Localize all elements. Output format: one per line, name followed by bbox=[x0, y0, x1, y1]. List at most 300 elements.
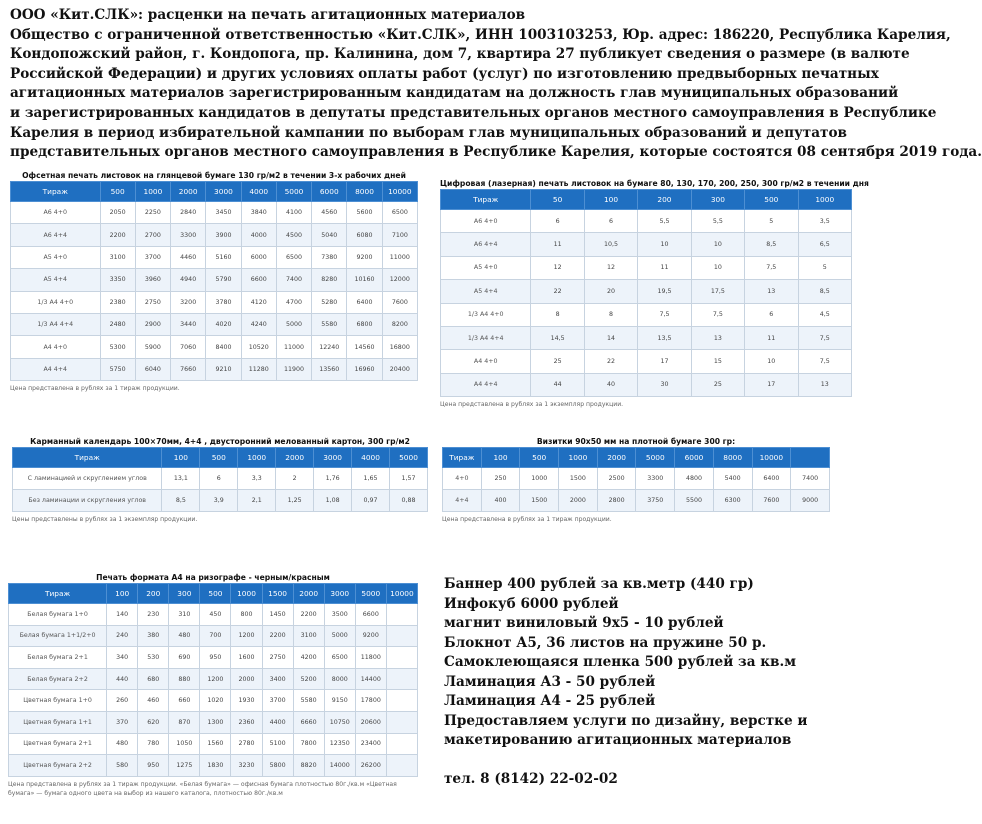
row-label: 1/3 А4 4+0 bbox=[441, 303, 531, 326]
table-header-row bbox=[11, 182, 418, 202]
digital-price-table bbox=[440, 178, 869, 409]
row-label: А5 4+4 bbox=[441, 280, 531, 303]
price-cell: 7660 bbox=[171, 358, 206, 380]
row-label: Без ламинации и скругления углов bbox=[13, 490, 162, 512]
price-cell: 5200 bbox=[293, 668, 324, 690]
price-cell: 12350 bbox=[324, 733, 355, 755]
price-cell: 2200 bbox=[100, 224, 135, 246]
price-cell: 2700 bbox=[135, 224, 170, 246]
table-row bbox=[443, 490, 830, 512]
price-cell: 2,1 bbox=[238, 490, 276, 512]
price-cell: 4240 bbox=[241, 313, 276, 335]
price-cell: 2000 bbox=[559, 490, 598, 512]
header-text bbox=[10, 6, 982, 163]
row-label: А4 4+4 bbox=[441, 373, 531, 396]
price-cell: 250 bbox=[481, 468, 520, 490]
price-cell: 2000 bbox=[231, 668, 262, 690]
price-table bbox=[12, 447, 428, 512]
price-cell: 2480 bbox=[100, 313, 135, 335]
price-cell bbox=[386, 690, 417, 712]
price-cell: 6 bbox=[531, 210, 584, 233]
price-cell: 5 bbox=[745, 210, 798, 233]
row-label: А5 4+0 bbox=[441, 256, 531, 279]
price-cell: 6500 bbox=[324, 647, 355, 669]
price-cell: 1,76 bbox=[314, 468, 352, 490]
price-cell: 880 bbox=[169, 668, 200, 690]
price-cell: 3200 bbox=[171, 291, 206, 313]
column-header: 100 bbox=[481, 448, 520, 468]
price-cell: 2250 bbox=[135, 202, 170, 224]
price-cell: 14560 bbox=[347, 336, 382, 358]
price-cell: 17,5 bbox=[691, 280, 744, 303]
price-cell: 1500 bbox=[559, 468, 598, 490]
column-header: 3000 bbox=[206, 182, 241, 202]
price-cell: 680 bbox=[138, 668, 169, 690]
row-label: Белая бумага 2+2 bbox=[9, 668, 107, 690]
column-header: 10000 bbox=[382, 182, 417, 202]
price-cell: 530 bbox=[138, 647, 169, 669]
price-cell: 8,5 bbox=[162, 490, 200, 512]
table-header-row bbox=[9, 584, 418, 604]
price-cell: 10 bbox=[638, 233, 691, 256]
row-label: А5 4+4 bbox=[11, 269, 101, 291]
price-cell: 9210 bbox=[206, 358, 241, 380]
price-cell: 7400 bbox=[791, 468, 830, 490]
price-cell: 5 bbox=[798, 256, 851, 279]
price-cell: 0,97 bbox=[352, 490, 390, 512]
price-cell bbox=[386, 755, 417, 777]
price-cell: 3960 bbox=[135, 269, 170, 291]
price-cell: 950 bbox=[200, 647, 231, 669]
price-cell: 5280 bbox=[312, 291, 347, 313]
riso-price-table bbox=[8, 572, 418, 798]
table-note: Цена представлена в рублях за 1 тираж продукции. bbox=[10, 385, 180, 393]
price-cell: 12 bbox=[584, 256, 637, 279]
calendar-price-table bbox=[12, 436, 428, 524]
price-cell: 13560 bbox=[312, 358, 347, 380]
price-cell: 2750 bbox=[135, 291, 170, 313]
price-cell: 1830 bbox=[200, 755, 231, 777]
price-cell: 1275 bbox=[169, 755, 200, 777]
phone-number: тел. 8 (8142) 22-02-02 bbox=[444, 770, 618, 787]
price-cell: 20400 bbox=[382, 358, 417, 380]
price-cell: 8 bbox=[531, 303, 584, 326]
column-header: 1000 bbox=[231, 584, 262, 604]
header-line: представительных органов местного самоуправления в Республике Карелия, которые состоятся 08 сентября 2019 года. bbox=[10, 144, 982, 161]
price-cell: 5900 bbox=[135, 336, 170, 358]
table-row bbox=[11, 202, 418, 224]
price-cell: 14000 bbox=[324, 755, 355, 777]
row-label: 1/3 А4 4+4 bbox=[11, 313, 101, 335]
table-row bbox=[9, 733, 418, 755]
price-cell: 3350 bbox=[100, 269, 135, 291]
price-cell: 4020 bbox=[206, 313, 241, 335]
price-cell bbox=[386, 711, 417, 733]
service-item: Инфокуб 6000 рублей bbox=[444, 595, 619, 612]
price-cell: 6660 bbox=[293, 711, 324, 733]
price-cell: 8200 bbox=[382, 313, 417, 335]
price-cell: 3300 bbox=[636, 468, 675, 490]
price-cell: 370 bbox=[107, 711, 138, 733]
column-header: 100 bbox=[162, 448, 200, 468]
column-header: 4000 bbox=[241, 182, 276, 202]
column-header-quantity: Тираж bbox=[441, 190, 531, 210]
price-cell: 11 bbox=[638, 256, 691, 279]
price-cell: 3840 bbox=[241, 202, 276, 224]
table-note: Цена представлена в рублях за 1 тираж продукции. «Белая бумага» — офисная бумага плотностью 80г./кв.м «Цветная бумага» — бумага одного цвета на выбор из нашего каталога, плотностью 80г./кв.м bbox=[8, 780, 397, 797]
column-header: 300 bbox=[691, 190, 744, 210]
price-cell: 11 bbox=[531, 233, 584, 256]
price-cell: 1020 bbox=[200, 690, 231, 712]
price-cell: 400 bbox=[481, 490, 520, 512]
price-cell: 14 bbox=[584, 326, 637, 349]
price-cell: 8 bbox=[584, 303, 637, 326]
price-cell: 13 bbox=[691, 326, 744, 349]
column-header: 10000 bbox=[752, 448, 791, 468]
price-cell: 3300 bbox=[171, 224, 206, 246]
price-cell: 4000 bbox=[241, 224, 276, 246]
price-cell: 450 bbox=[200, 604, 231, 626]
column-header: 5000 bbox=[636, 448, 675, 468]
header-line: Российской Федерации) и других условиях оплаты работ (услуг) по изготовлению предвыборных печатных bbox=[10, 65, 879, 82]
price-cell: 2500 bbox=[597, 468, 636, 490]
price-cell: 10,5 bbox=[584, 233, 637, 256]
price-cell: 3,9 bbox=[200, 490, 238, 512]
table-row bbox=[11, 224, 418, 246]
price-cell: 5580 bbox=[293, 690, 324, 712]
price-cell: 3100 bbox=[293, 625, 324, 647]
price-cell: 3440 bbox=[171, 313, 206, 335]
price-cell: 1,25 bbox=[276, 490, 314, 512]
price-cell: 2840 bbox=[171, 202, 206, 224]
price-cell: 4400 bbox=[262, 711, 293, 733]
price-cell: 7380 bbox=[312, 246, 347, 268]
table-note: Цены представлены в рублях за 1 экземпляр продукции. bbox=[12, 516, 198, 523]
price-cell: 7600 bbox=[752, 490, 791, 512]
column-header: 100 bbox=[107, 584, 138, 604]
column-header: 300 bbox=[169, 584, 200, 604]
table-row bbox=[9, 711, 418, 733]
price-cell: 14400 bbox=[355, 668, 386, 690]
price-cell: 10750 bbox=[324, 711, 355, 733]
row-label: 1/3 А4 4+0 bbox=[11, 291, 101, 313]
price-cell: 7100 bbox=[382, 224, 417, 246]
price-cell: 580 bbox=[107, 755, 138, 777]
table-row bbox=[9, 668, 418, 690]
price-cell: 26200 bbox=[355, 755, 386, 777]
price-cell: 4120 bbox=[241, 291, 276, 313]
row-label: Цветная бумага 2+2 bbox=[9, 755, 107, 777]
price-cell: 10 bbox=[691, 233, 744, 256]
price-cell: 7800 bbox=[293, 733, 324, 755]
column-header: 2000 bbox=[597, 448, 636, 468]
column-header: 6000 bbox=[312, 182, 347, 202]
price-cell: 20 bbox=[584, 280, 637, 303]
table-row bbox=[441, 373, 852, 396]
table-row bbox=[11, 313, 418, 335]
column-header: 1000 bbox=[798, 190, 851, 210]
price-cell: 11900 bbox=[276, 358, 311, 380]
price-cell: 3450 bbox=[206, 202, 241, 224]
price-cell: 5300 bbox=[100, 336, 135, 358]
offset-price-table bbox=[10, 170, 418, 393]
table-row bbox=[441, 350, 852, 373]
table-title: Печать формата А4 на ризографе - черным/красным bbox=[96, 573, 330, 582]
price-cell: 20600 bbox=[355, 711, 386, 733]
table-row bbox=[11, 291, 418, 313]
price-cell: 690 bbox=[169, 647, 200, 669]
price-cell: 4200 bbox=[293, 647, 324, 669]
price-cell: 10 bbox=[745, 350, 798, 373]
column-header: 500 bbox=[745, 190, 798, 210]
price-cell: 6500 bbox=[276, 246, 311, 268]
price-cell: 11 bbox=[745, 326, 798, 349]
column-header: 2000 bbox=[276, 448, 314, 468]
column-header-quantity: Тираж bbox=[11, 182, 101, 202]
price-cell: 6500 bbox=[382, 202, 417, 224]
price-cell: 13,1 bbox=[162, 468, 200, 490]
price-cell: 8000 bbox=[324, 668, 355, 690]
column-header: 6000 bbox=[675, 448, 714, 468]
row-label: Белая бумага 2+1 bbox=[9, 647, 107, 669]
column-header: 3000 bbox=[324, 584, 355, 604]
price-cell: 700 bbox=[200, 625, 231, 647]
price-cell: 1,08 bbox=[314, 490, 352, 512]
column-header: 500 bbox=[200, 448, 238, 468]
other-services bbox=[444, 575, 864, 789]
row-label: А4 4+4 bbox=[11, 358, 101, 380]
price-cell: 4700 bbox=[276, 291, 311, 313]
row-label: А5 4+0 bbox=[11, 246, 101, 268]
price-cell: 6400 bbox=[752, 468, 791, 490]
price-cell: 5100 bbox=[262, 733, 293, 755]
price-cell: 5800 bbox=[262, 755, 293, 777]
header-line: ООО «Кит.СЛК»: расценки на печать агитационных материалов bbox=[10, 7, 526, 23]
price-cell: 2200 bbox=[293, 604, 324, 626]
price-cell: 950 bbox=[138, 755, 169, 777]
price-cell: 2780 bbox=[231, 733, 262, 755]
price-cell: 16800 bbox=[382, 336, 417, 358]
price-cell: 3,3 bbox=[238, 468, 276, 490]
table-note: Цена представлена в рублях за 1 экземпляр продукции. bbox=[440, 401, 624, 409]
service-item: Ламинация А4 - 25 рублей bbox=[444, 693, 656, 709]
table-row bbox=[13, 490, 428, 512]
price-cell: 4940 bbox=[171, 269, 206, 291]
price-cell: 17 bbox=[745, 373, 798, 396]
service-item: Блокнот А5, 36 листов на пружине 50 р. bbox=[444, 634, 767, 651]
price-cell: 30 bbox=[638, 373, 691, 396]
price-cell: 1560 bbox=[200, 733, 231, 755]
column-header: 5000 bbox=[390, 448, 428, 468]
price-cell: 7,5 bbox=[638, 303, 691, 326]
price-cell: 11000 bbox=[382, 246, 417, 268]
price-cell: 1600 bbox=[231, 647, 262, 669]
price-cell: 11800 bbox=[355, 647, 386, 669]
row-label: А6 4+4 bbox=[11, 224, 101, 246]
price-cell bbox=[386, 625, 417, 647]
price-cell: 7,5 bbox=[691, 303, 744, 326]
column-header-quantity: Тираж bbox=[443, 448, 482, 468]
column-header-quantity: Тираж bbox=[9, 584, 107, 604]
table-row bbox=[9, 625, 418, 647]
table-row bbox=[11, 336, 418, 358]
header-line: Карелия в период избирательной кампании по выборам глав муниципальных образований и депутатов bbox=[10, 124, 847, 141]
price-cell: 1450 bbox=[262, 604, 293, 626]
row-label: Белая бумага 1+0 bbox=[9, 604, 107, 626]
price-cell bbox=[386, 668, 417, 690]
price-cell: 2 bbox=[276, 468, 314, 490]
price-cell: 4560 bbox=[312, 202, 347, 224]
price-cell bbox=[386, 647, 417, 669]
price-cell: 6000 bbox=[241, 246, 276, 268]
price-cell: 9150 bbox=[324, 690, 355, 712]
table-row bbox=[11, 358, 418, 380]
price-cell: 870 bbox=[169, 711, 200, 733]
price-table bbox=[10, 181, 418, 381]
price-cell: 4,5 bbox=[798, 303, 851, 326]
price-cell: 5,5 bbox=[691, 210, 744, 233]
column-header: 1000 bbox=[559, 448, 598, 468]
price-cell: 8820 bbox=[293, 755, 324, 777]
header-line: агитационных материалов зарегистрированным кандидатам на должность глав муниципальных образований bbox=[10, 85, 899, 102]
price-cell: 7,5 bbox=[745, 256, 798, 279]
price-cell: 3230 bbox=[231, 755, 262, 777]
price-cell: 8280 bbox=[312, 269, 347, 291]
price-cell: 9200 bbox=[355, 625, 386, 647]
price-cell: 14,5 bbox=[531, 326, 584, 349]
price-cell: 780 bbox=[138, 733, 169, 755]
table-row bbox=[11, 246, 418, 268]
price-cell: 6400 bbox=[347, 291, 382, 313]
row-label: А6 4+4 bbox=[441, 233, 531, 256]
price-cell: 1200 bbox=[200, 668, 231, 690]
price-cell: 440 bbox=[107, 668, 138, 690]
price-cell: 13,5 bbox=[638, 326, 691, 349]
cards-price-table bbox=[442, 436, 830, 524]
price-cell: 7,5 bbox=[798, 350, 851, 373]
header-line: и зарегистрированных кандидатов в депутаты представительных органов местного самоуправления в Республике bbox=[10, 104, 937, 121]
price-cell: 480 bbox=[107, 733, 138, 755]
column-header: 200 bbox=[638, 190, 691, 210]
price-cell: 13 bbox=[798, 373, 851, 396]
price-cell: 3400 bbox=[262, 668, 293, 690]
price-cell: 5,5 bbox=[638, 210, 691, 233]
price-cell: 23400 bbox=[355, 733, 386, 755]
price-cell: 25 bbox=[531, 350, 584, 373]
price-cell: 3700 bbox=[135, 246, 170, 268]
price-cell: 3780 bbox=[206, 291, 241, 313]
row-label: Белая бумага 1+1/2+0 bbox=[9, 625, 107, 647]
column-header: 8000 bbox=[713, 448, 752, 468]
price-cell: 3900 bbox=[206, 224, 241, 246]
price-cell: 5600 bbox=[347, 202, 382, 224]
table-title: Офсетная печать листовок на глянцевой бумаге 130 гр/м2 в течении 3-х рабочих дней bbox=[22, 171, 406, 180]
price-cell: 9200 bbox=[347, 246, 382, 268]
row-label: А6 4+0 bbox=[441, 210, 531, 233]
price-cell: 5000 bbox=[324, 625, 355, 647]
price-cell: 17800 bbox=[355, 690, 386, 712]
row-label: Цветная бумага 2+1 bbox=[9, 733, 107, 755]
table-header-row bbox=[441, 190, 852, 210]
price-cell: 13 bbox=[745, 280, 798, 303]
price-cell: 3500 bbox=[324, 604, 355, 626]
column-header: 1000 bbox=[238, 448, 276, 468]
row-label: С ламинацией и скруглением углов bbox=[13, 468, 162, 490]
price-cell: 2900 bbox=[135, 313, 170, 335]
column-header: 8000 bbox=[347, 182, 382, 202]
column-header: 100 bbox=[584, 190, 637, 210]
price-cell: 22 bbox=[584, 350, 637, 373]
table-row bbox=[441, 233, 852, 256]
price-cell: 660 bbox=[169, 690, 200, 712]
column-header: 50 bbox=[531, 190, 584, 210]
price-cell: 44 bbox=[531, 373, 584, 396]
column-header: 2000 bbox=[171, 182, 206, 202]
service-item: Самоклеющаяся пленка 500 рублей за кв.м bbox=[444, 654, 797, 670]
price-cell: 4100 bbox=[276, 202, 311, 224]
table-title: Визитки 90х50 мм на плотной бумаге 300 гр: bbox=[536, 437, 736, 446]
price-cell: 22 bbox=[531, 280, 584, 303]
price-cell: 7060 bbox=[171, 336, 206, 358]
price-cell: 10160 bbox=[347, 269, 382, 291]
price-table bbox=[440, 189, 852, 397]
price-cell: 480 bbox=[169, 625, 200, 647]
column-header: 4000 bbox=[352, 448, 390, 468]
price-cell: 6040 bbox=[135, 358, 170, 380]
table-row bbox=[13, 468, 428, 490]
price-cell: 12000 bbox=[382, 269, 417, 291]
price-cell: 15 bbox=[691, 350, 744, 373]
table-row bbox=[441, 326, 852, 349]
price-cell: 1050 bbox=[169, 733, 200, 755]
price-cell: 6800 bbox=[347, 313, 382, 335]
row-label: Цветная бумага 1+1 bbox=[9, 711, 107, 733]
price-cell: 17 bbox=[638, 350, 691, 373]
price-cell: 11000 bbox=[276, 336, 311, 358]
table-note: Цена представлена в рублях за 1 тираж продукции. bbox=[442, 516, 612, 523]
table-title: Цифровая (лазерная) печать листовок на бумаге 80, 130, 170, 200, 250, 300 гр/м2 в течении дня bbox=[440, 179, 869, 188]
column-header: 500 bbox=[100, 182, 135, 202]
price-cell: 1930 bbox=[231, 690, 262, 712]
price-cell: 620 bbox=[138, 711, 169, 733]
price-cell: 7,5 bbox=[798, 326, 851, 349]
price-cell: 0,88 bbox=[390, 490, 428, 512]
price-cell: 1,65 bbox=[352, 468, 390, 490]
row-label: Цветная бумага 1+0 bbox=[9, 690, 107, 712]
price-cell: 3750 bbox=[636, 490, 675, 512]
price-cell: 7600 bbox=[382, 291, 417, 313]
price-cell: 16960 bbox=[347, 358, 382, 380]
price-cell: 230 bbox=[138, 604, 169, 626]
column-header-quantity: Тираж bbox=[13, 448, 162, 468]
price-table bbox=[442, 447, 830, 512]
price-cell: 5040 bbox=[312, 224, 347, 246]
price-cell: 8400 bbox=[206, 336, 241, 358]
table-row bbox=[9, 755, 418, 777]
price-cell: 5400 bbox=[713, 468, 752, 490]
price-cell: 6600 bbox=[355, 604, 386, 626]
service-item: магнит виниловый 9х5 - 10 рублей bbox=[444, 615, 724, 631]
row-label: 4+4 bbox=[443, 490, 482, 512]
service-item: Ламинация А3 - 50 рублей bbox=[444, 673, 656, 690]
price-cell: 3700 bbox=[262, 690, 293, 712]
price-cell: 6 bbox=[745, 303, 798, 326]
service-item: Предоставляем услуги по дизайну, верстке и bbox=[444, 712, 808, 729]
table-row bbox=[441, 280, 852, 303]
price-cell: 6,5 bbox=[798, 233, 851, 256]
row-label: А6 4+0 bbox=[11, 202, 101, 224]
price-cell: 5580 bbox=[312, 313, 347, 335]
